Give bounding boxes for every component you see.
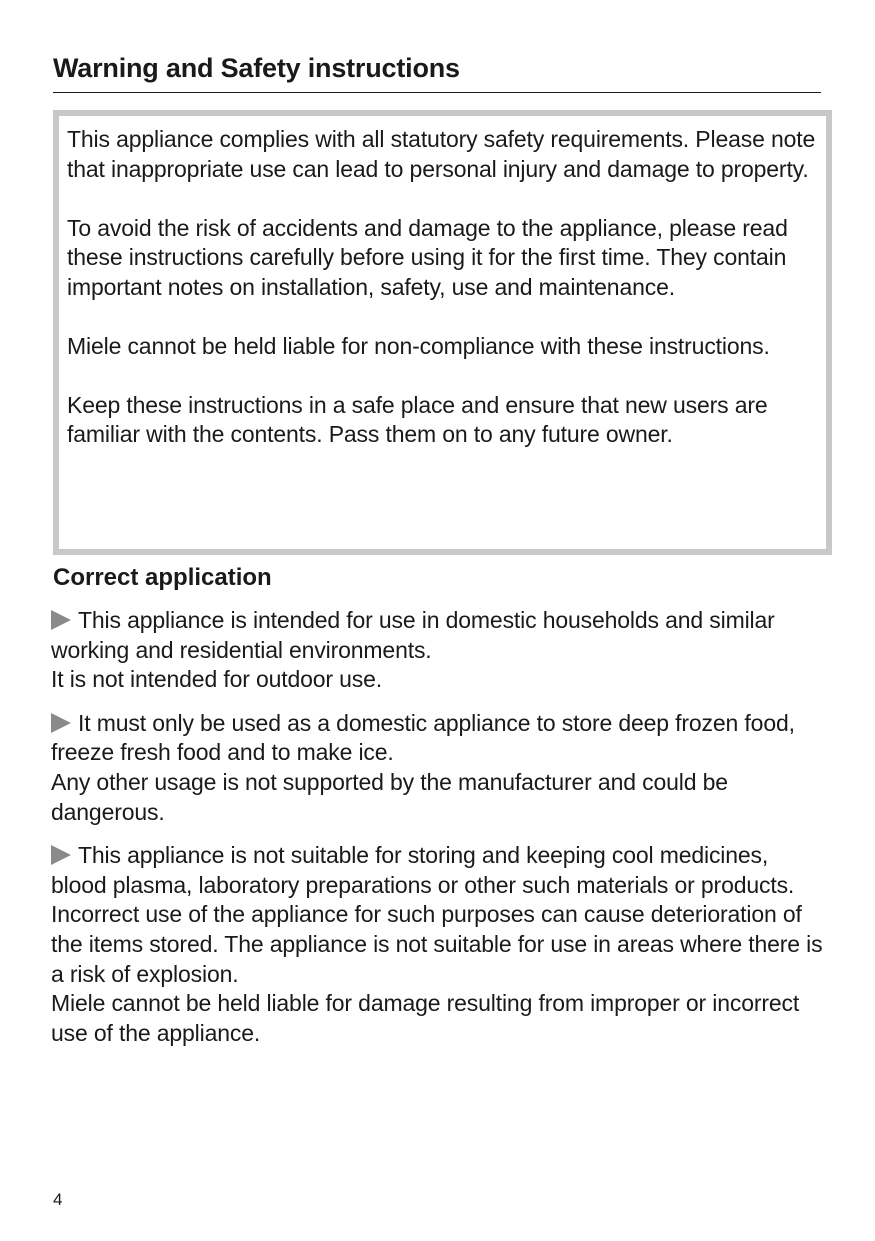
notice-paragraph: Keep these instructions in a safe place and ensure that new users are familiar with the contents. Pass them on to any future owner. <box>67 391 768 447</box>
list-item-text: This appliance is intended for use in domestic households and similar working and residential environments. <box>51 607 775 663</box>
notice-paragraph: This appliance complies with all statutory safety requirements. Please note that inappropriate use can lead to personal injury and damage to property. <box>67 126 816 182</box>
page-number: 4 <box>53 1190 63 1209</box>
title-divider <box>53 92 821 93</box>
section-heading: Correct application <box>53 564 272 591</box>
list-item <box>51 709 826 827</box>
list-item <box>51 606 826 695</box>
list-item <box>51 841 826 1048</box>
notice-paragraph: To avoid the risk of accidents and damage to the appliance, please read these instructions carefully before using it for the first time. They contain important notes on installation, safety, use and maintenance. <box>67 214 788 300</box>
notice-paragraph: Miele cannot be held liable for non-compliance with these instructions. <box>67 332 770 359</box>
list-item-note: Miele cannot be held liable for damage resulting from improper or incorrect use of the appliance. <box>51 990 800 1046</box>
list-item-text: This appliance is not suitable for storing and keeping cool medicines, blood plasma, laboratory preparations or other such materials or products. Incorrect use of the appliance for such purposes can cause deterioration of the items stored. The appliance is not suitable for use in areas where there is a risk of explosion. <box>51 842 823 987</box>
page-title: Warning and Safety instructions <box>53 53 460 83</box>
triangle-bullet-icon <box>51 610 71 630</box>
triangle-bullet-icon <box>51 845 71 865</box>
correct-application-list <box>51 606 826 1062</box>
list-item-note: Any other usage is not supported by the manufacturer and could be dangerous. <box>51 768 728 825</box>
list-item-text: It must only be used as a domestic appliance to store deep frozen food, freeze fresh food and to make ice. <box>51 709 795 766</box>
triangle-bullet-icon <box>51 713 71 733</box>
list-item-note: It is not intended for outdoor use. <box>51 666 383 693</box>
safety-notice-box <box>53 110 832 555</box>
